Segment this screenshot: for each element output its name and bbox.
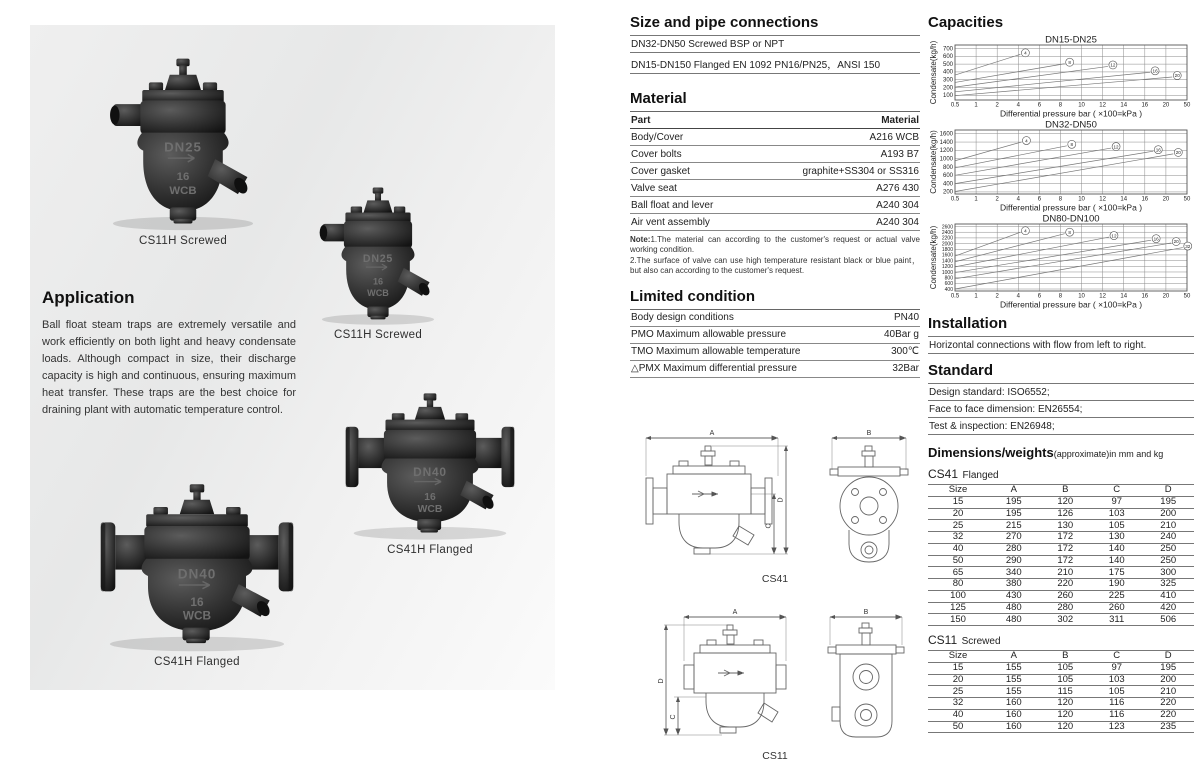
svg-text:300: 300 [942,77,953,84]
svg-text:20: 20 [1162,196,1170,203]
svg-text:800: 800 [942,164,953,171]
cs11-dimensions-table [928,650,1194,733]
cs41-side-view [830,430,908,562]
svg-text:50: 50 [1183,102,1191,109]
list-item: Face to face dimension: EN26554; [928,401,1194,418]
svg-text:DN32-DN50: DN32-DN50 [1045,119,1097,131]
svg-text:12: 12 [1099,196,1106,203]
svg-text:8: 8 [1058,293,1063,300]
svg-text:20: 20 [1174,73,1180,79]
svg-text:0.5: 0.5 [950,102,960,109]
svg-text:2: 2 [995,196,999,203]
note-label: Note: [630,235,651,244]
product-photo-cs11h-1 [88,53,278,247]
svg-text:50: 50 [1183,293,1191,300]
svg-text:16: 16 [1141,102,1149,109]
svg-text:14: 14 [1120,196,1128,203]
svg-text:12: 12 [1111,233,1117,239]
dim-c-label: C [669,714,677,720]
standard-title: Standard [928,362,994,379]
installation-text: Horizontal connections with flow from left to right. [928,337,1194,354]
svg-text:400: 400 [942,181,953,188]
cs11-technical-drawing [630,609,920,762]
material-title: Material [630,90,687,107]
svg-text:6: 6 [1037,293,1042,300]
table-row: Ball float and lever A240 304 [630,197,920,214]
table-row: 15 155 105 97 195 [928,662,1194,674]
svg-text:20: 20 [1162,293,1170,300]
installation-list [928,336,1194,354]
table-row: 15 195 120 97 195 [928,496,1194,508]
table-row: Air vent assembly A240 304 [630,214,920,231]
svg-text:4: 4 [1016,196,1020,203]
svg-text:DN15-DN25: DN15-DN25 [1045,34,1097,46]
product-photo-cs41h-1 [332,387,528,556]
list-item: DN15-DN150 Flanged EN 1092 PN16/PN25，ANSI 150 [630,53,920,74]
svg-text:8: 8 [1068,59,1071,65]
chart-svg [928,35,1194,119]
svg-text:6: 6 [1037,196,1042,203]
svg-text:600: 600 [944,281,953,288]
svg-text:50: 50 [1183,196,1191,203]
photo-caption: CS41H Flanged [154,656,240,668]
table-row: Valve seat A276 430 [630,180,920,197]
svg-text:16: 16 [1155,147,1161,153]
svg-text:2: 2 [995,293,999,300]
table-row: 65 340 210 175 300 [928,567,1194,579]
table-row: Cover gasket graphite+SS304 or SS316 [630,163,920,180]
svg-text:16: 16 [1153,236,1159,242]
application-title: Application [42,288,135,307]
svg-text:Differential pressure bar ( ×1: Differential pressure bar ( ×100=kPa ) [999,202,1143,213]
svg-text:2600: 2600 [941,224,953,231]
svg-text:4: 4 [1016,293,1020,300]
cs11-drawing-caption: CS11 [762,749,788,762]
photo-caption: CS41H Flanged [387,544,473,556]
svg-text:Differential pressure bar ( ×1: Differential pressure bar ( ×100=kPa ) [999,299,1143,310]
valve-photo-screwed [302,183,454,327]
table-row: 40 280 172 140 250 [928,543,1194,555]
table-row: 25 155 115 105 210 [928,686,1194,698]
svg-text:2000: 2000 [941,241,953,248]
application-section [42,288,296,419]
svg-text:1600: 1600 [939,131,953,138]
table-row: △PMX Maximum differential pressure 32Bar [630,360,920,377]
svg-text:500: 500 [942,61,953,68]
dim-b-label: B [863,608,869,616]
svg-text:4: 4 [1025,138,1028,144]
table-row: 32 160 120 116 220 [928,698,1194,710]
table-row: 50 290 172 140 250 [928,555,1194,567]
svg-text:1200: 1200 [941,264,953,271]
material-table [630,111,920,231]
dimensions-heading: Dimensions/weights(approximate)in mm and kg [928,445,1164,460]
svg-text:700: 700 [942,46,953,53]
cs11-drawing-svg [630,609,922,749]
svg-text:Differential pressure bar ( ×1: Differential pressure bar ( ×100=kPa ) [999,108,1143,119]
cs41-dimensions-table [928,484,1194,626]
cs41-front-view [646,430,788,554]
capacity-chart-dn15-dn25 [928,35,1194,119]
table-row: 20 195 126 103 200 [928,508,1194,520]
table-row: Cover bolts A193 B7 [630,146,920,163]
installation-title: Installation [928,315,1008,332]
svg-text:8: 8 [1058,196,1063,203]
svg-text:20: 20 [1175,150,1181,156]
svg-text:12: 12 [1099,102,1106,109]
svg-text:200: 200 [942,189,953,196]
dim-d-label: D [657,678,665,684]
table-header-row: Part Material [630,112,920,129]
dim-d-label: D [777,497,785,503]
svg-text:14: 14 [1120,102,1128,109]
dim-c-label: C [765,523,773,529]
table-row: 100 430 260 225 410 [928,590,1194,602]
table-row: 80 380 220 190 325 [928,579,1194,591]
table-row: 32 270 172 130 240 [928,532,1194,544]
cs41-technical-drawing [630,430,920,585]
table-row: PMO Maximum allowable pressure 40Bar g [630,326,920,343]
svg-text:2400: 2400 [941,230,953,237]
table-header-row: Size A B C D [928,651,1194,663]
list-item: Test & inspection: EN26948; [928,418,1194,435]
svg-text:400: 400 [944,286,953,293]
table-row: 40 160 120 116 220 [928,709,1194,721]
svg-text:14: 14 [1120,293,1128,300]
svg-text:1: 1 [974,196,978,203]
table-row: 20 155 105 103 200 [928,674,1194,686]
cs11-side-view [828,609,904,737]
svg-text:12: 12 [1110,62,1116,68]
svg-text:4: 4 [1024,50,1027,56]
limited-condition-title: Limited condition [630,287,755,305]
product-photo-cs41h-2 [85,477,309,668]
svg-text:400: 400 [942,69,953,76]
list-item: Design standard: ISO6552; [928,384,1194,401]
cs41-table-label: CS41 Flanged [928,467,999,481]
svg-text:800: 800 [944,275,953,282]
capacity-chart-dn80-dn100 [928,214,1194,310]
size-pipe-list [630,35,920,74]
svg-text:12: 12 [1099,293,1106,300]
photo-caption: CS11H Screwed [138,235,228,247]
svg-text:2: 2 [995,102,999,109]
chart-svg [928,120,1194,213]
cs41-drawing-svg [630,430,922,572]
svg-text:4: 4 [1024,228,1027,234]
svg-text:8: 8 [1058,102,1063,109]
svg-text:0.5: 0.5 [950,293,960,300]
standard-list [928,383,1194,435]
svg-text:Condensate(kg/h): Condensate(kg/h) [929,40,938,105]
capacity-chart-dn32-dn50 [928,120,1194,213]
svg-text:10: 10 [1078,102,1085,109]
table-row: 25 215 130 105 210 [928,520,1194,532]
table-header-row: Size A B C D [928,485,1194,497]
svg-text:0.5: 0.5 [950,196,960,203]
svg-text:1: 1 [974,293,978,300]
svg-text:1400: 1400 [941,258,953,265]
valve-photo-screwed [88,53,278,233]
svg-text:Condensate(kg/h): Condensate(kg/h) [929,130,938,194]
dim-b-label: B [866,429,872,437]
svg-text:20: 20 [1173,239,1179,245]
svg-text:6: 6 [1037,102,1042,109]
svg-text:1: 1 [974,102,978,109]
svg-text:Condensate(kg/h): Condensate(kg/h) [929,225,938,290]
svg-text:1200: 1200 [939,148,953,155]
dim-a-label: A [732,608,738,616]
svg-text:100: 100 [942,93,953,100]
valve-photo-flanged [332,387,528,542]
material-note: Note:1.The material can according to the customer's request or actual valve working condition. 2.The surface of valve can use high temperature resistant black or blue paint，but also can according to the customer's request. [630,235,920,276]
svg-text:1000: 1000 [941,269,953,276]
photo-caption: CS11H Screwed [333,329,423,341]
svg-text:4: 4 [1016,102,1020,109]
svg-text:8: 8 [1068,229,1071,235]
limited-condition-table [630,309,920,378]
svg-text:600: 600 [942,173,953,180]
svg-text:1600: 1600 [941,252,953,259]
svg-text:8: 8 [1070,141,1074,147]
svg-text:1800: 1800 [941,247,953,254]
svg-text:200: 200 [942,85,953,92]
list-item: DN32-DN50 Screwed BSP or NPT [630,36,920,53]
product-photo-cs11h-2 [302,183,454,341]
svg-text:10: 10 [1078,293,1085,300]
svg-text:12: 12 [1113,144,1119,150]
svg-text:DN80-DN100: DN80-DN100 [1042,213,1100,225]
right-column [928,14,1194,733]
table-row: 50 160 120 123 235 [928,721,1194,733]
svg-text:1400: 1400 [939,139,953,146]
capacities-title: Capacities [928,14,1004,31]
valve-photo-flanged [85,477,309,654]
application-body: Ball float steam traps are extremely versatile and work efficiently on both light and heavy condensate loads. Although compact in size, their discharge capacity is high and continuous, ensuring maximum heat transfer. These traps are the best choice for draining plant with automatic temperature control. [42,319,296,417]
svg-text:10: 10 [1078,196,1085,203]
table-row: Body/Cover A216 WCB [630,129,920,146]
product-photo-panel [30,25,555,690]
size-pipe-title: Size and pipe connections [630,14,819,31]
cs11-front-view [658,609,786,735]
svg-text:16: 16 [1141,293,1149,300]
table-row: 150 480 302 311 506 [928,614,1194,626]
middle-column [630,14,920,762]
table-row: TMO Maximum allowable temperature 300℃ [630,343,920,360]
table-row: Body design conditions PN40 [630,309,920,326]
svg-text:20: 20 [1162,102,1170,109]
table-row: 125 480 280 260 420 [928,602,1194,614]
svg-text:16: 16 [1141,196,1149,203]
cs11-table-label: CS11 Screwed [928,633,1001,647]
cs41-drawing-caption: CS41 [761,572,789,585]
chart-svg [928,214,1194,310]
svg-text:1000: 1000 [939,156,953,163]
dim-a-label: A [709,429,715,437]
svg-text:2200: 2200 [941,235,953,242]
svg-text:600: 600 [942,54,953,61]
svg-text:16: 16 [1152,68,1158,74]
svg-text:32: 32 [1185,243,1191,249]
